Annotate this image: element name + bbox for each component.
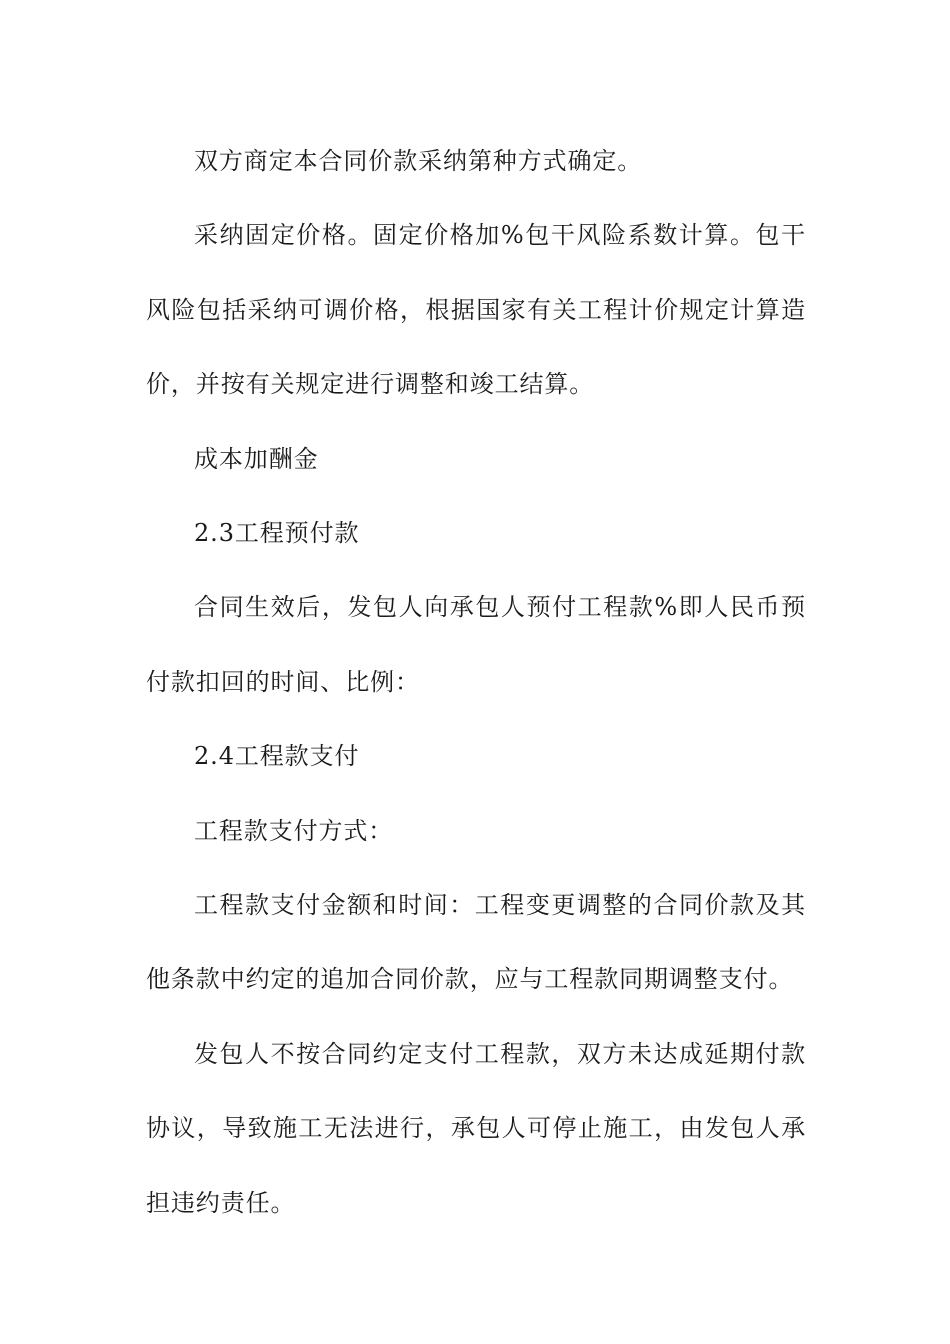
paragraph-advance-payment: 合同生效后，发包人向承包人预付工程款%即人民币预付款扣回的时间、比例： <box>146 593 806 696</box>
document-body <box>146 124 806 1240</box>
paragraph-payment-method: 工程款支付方式： <box>194 816 394 845</box>
paragraph-pricing-method: 双方商定本合同价款采纳第种方式确定。 <box>194 147 643 175</box>
paragraph-payment-amount-time: 工程款支付金额和时间：工程变更调整的合同价款及其他条款中约定的追加合同价款，应与工程款同期调整支付。 <box>146 891 806 994</box>
paragraph-cost-plus: 成本加酬金 <box>194 444 319 473</box>
section-heading-advance-payment: 2.3工程预付款 <box>194 519 360 548</box>
paragraph-late-payment: 发包人不按合同约定支付工程款，双方未达成延期付款协议，导致施工无法进行，承包人可停止施工，由发包人承担违约责任。 <box>146 1039 806 1217</box>
paragraph-fixed-price: 采纳固定价格。固定价格加%包干风险系数计算。包干风险包括采纳可调价格，根据国家有关工程计价规定计算造价，并按有关规定进行调整和竣工结算。 <box>146 221 806 399</box>
section-heading-progress-payment: 2.4工程款支付 <box>194 742 360 771</box>
